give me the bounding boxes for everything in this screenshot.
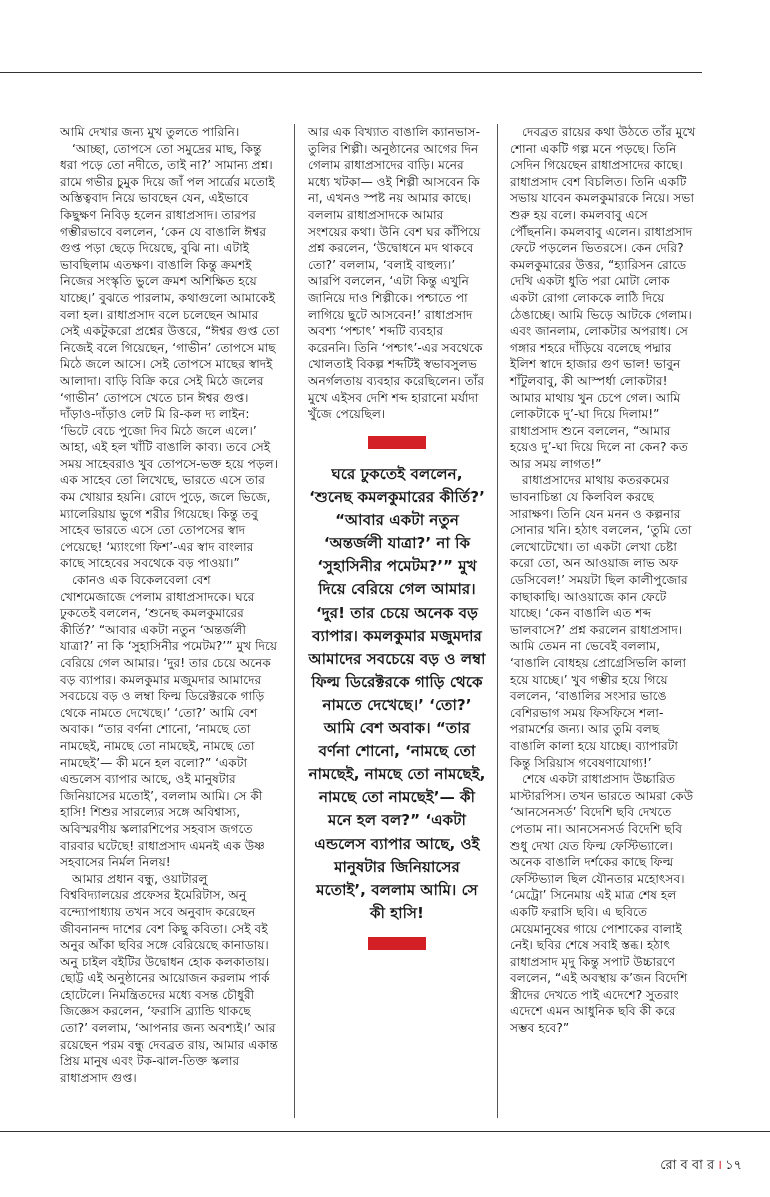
column-divider [294,124,295,1118]
top-rule [0,72,702,73]
paragraph: আর এক বিখ্যাত বাঙালি ক্যানভাস-তুলির শিল্পী। অনুষ্ঠানের আগের দিন গেলাম রাধাপ্রসাদের বাড়ি। মনের মধ্যে খটকা— ওই শিল্পী আসবেন কি না, এখনও স্পষ্ট নয় আমার কাছে। বললাম রাধাপ্রসাদকে আমার সংশয়ের কথা। উনি বেশ ঘর কাঁপিয়ে প্রশ্ন করলেন, ‘উদ্বোধনে মদ থাকবে তো?’ বললাম, ‘বলাই বাহুল্য।’ আরপি বললেন, ‘এটা কিন্তু এখুনি জানিয়ে দাও শিল্পীকে। পশ্চাতে পা লাগিয়ে ছুটে আসবেন!’ রাধাপ্রসাদ অবশ্য ‘পশ্চাৎ’ শব্দটি ব্যবহার করেননি। তিনি ‘পশ্চাৎ’-এর সবথেকে খোলতাই বিকল্প শব্দটিই স্বভাবসুলভ অনর্গলতায় ব্যবহার করেছিলেন। তাঁর মুখে এইসব দেশি শব্দ হারানো মর্যাদা খুঁজে পেয়েছিল। [308,125,485,422]
magazine-name: রো ব বা র [660,1158,715,1173]
footer-separator: । [717,1158,723,1173]
pull-quote-bottom-bar [368,937,426,950]
paragraph: কোনও এক বিকেলবেলা বেশ খোশমেজাজে পেলাম রাধাপ্রসাদকে। ঘরে ঢুকতেই বললেন, ‘শুনেছ কমলকুমারের কীর্তি?’ “আবার একটা নতুন ‘অন্তর্জলী যাত্রা?’ না কি ‘সুহাসিনীর পমেটম?’” মুখ দিয়ে বেরিয়ে গেল আমার। ‘দুর! তার চেয়ে অনেক বড় ব্যাপার। কমলকুমার মজুমদার আমাদের সবচেয়ে বড় ও লম্বা ফিল্ম ডিরেক্টরকে গাড়ি থেকে নামতে দেখেছে।’ ‘তো?’ আমি বেশ অবাক। “তার বর্ণনা শোনো, ‘নামছে তো নামছেই, নামছে তো নামছেই, নামছে তো নামছেই’— কী মনে হল বলো?” ‘একটা এন্ডলেস ব্যাপার আছে, ওই মানুষটার জিনিয়াসের মতোই’, বললাম আমি। সে কী হাসি! শিশুর সারল্যের সঙ্গে অবিশ্বাস্য, অবিস্মরণীয় স্কলারশিপের সহবাস জগতে বারবার ঘটেছে! রাধাপ্রসাদ এমনই এক উষ্ণ সহবাসের নির্মল নিলয়! [60,573,278,870]
column-divider [497,124,498,1118]
paragraph: আমার প্রধান বন্ধু, ওয়াটারলু বিশ্ববিদ্যালয়ের প্রফেসর ইমেরিটাস, অনু বন্দ্যোপাধ্যায় তখন সবে অনুবাদ করেছেন জীবনানন্দ দাশের বেশ কিছু কবিতা। সেই বই অনুর আঁকা ছবির সঙ্গে বেরিয়েছে কানাডায়। অনু চাইল বইটির উদ্বোধন হোক কলকাতায়। ছোট্ট এই অনুষ্ঠানের আয়োজন করলাম পার্ক হোটেলে। নিমন্ত্রিতদের মধ্যে বসন্ত চৌধুরী জিজ্ঞেস করলেন, ‘ফরাসি ব্র্যান্ডি থাকছে তো?’ বললাম, ‘আপনার জন্য অবশ্যই।’ আর রয়েছেন পরম বন্ধু দেবব্রত রায়, আমার একান্ত প্রিয় মানুষ এবং টক-ঝাল-তিক্ত স্কলার রাধাপ্রসাদ গুপ্ত। [60,871,278,1085]
paragraph: দেবব্রত রায়ের কথা উঠতে তাঁর মুখে শোনা একটি গল্প মনে পড়ছে। তিনি সেদিন গিয়েছেন রাধাপ্রসাদের কাছে। রাধাপ্রসাদ বেশ বিচলিত। তিনি একটি সভায় যাবেন কমলকুমারকে নিয়ে। সভা শুরু হয় বলে। কমলবাবু এসে পৌঁছননি। কমলবাবু এলেন। রাধাপ্রসাদ ফেটে পড়লেন ভিতরসে। কেন দেরি? কমলকুমারের উত্তর, “হ্যারিসন রোডে দেখি একটা ধুতি পরা মোটা লোক একটা রোগা লোককে লাঠি দিয়ে ঠেঙাচ্ছে। আমি ভিড়ে আটকে গেলাম। এবং জানলাম, লোকটার অপরাধ। সে গঙ্গার শহরে দাঁড়িয়ে বলেছে পদ্মার ইলিশ স্বাদে হাজার গুণ ভাল! ভাবুন শাঁটুলবাবু, কী আস্পর্ধা লোকটার! আমার মাথায় খুন চেপে গেল। আমি লোকটাকে দু’-ঘা দিয়ে দিলাম!” রাধাপ্রসাদ শুনে বললেন, “আমার হয়েও দু’-ঘা দিয়ে দিলে না কেন? কত আর সময় লাগত!” [510,125,696,471]
article-column-3 [510,124,698,1037]
pull-quote-text: ঘরে ঢুকতেই বললেন, ‘শুনেছ কমলকুমারের কীর্তি?’ “আবার একটা নতুন ‘অন্তর্জলী যাত্রা?’ না কি ‘সুহাসিনীর পমেটম?’” মুখ দিয়ে বেরিয়ে গেল আমার। ‘দুর! তার চেয়ে অনেক বড় ব্যাপার। কমলকুমার মজুমদার আমাদের সবচেয়ে বড় ও লম্বা ফিল্ম ডিরেক্টরকে গাড়ি থেকে নামতে দেখেছে।’ ‘তো?’ আমি বেশ অবাক। “তার বর্ণনা শোনো, ‘নামছে তো নামছেই, নামছে তো নামছেই, নামছে তো নামছেই’— কী মনে হল বল?” ‘একটা এন্ডলেস ব্যাপার আছে, ওই মানুষটার জিনিয়াসের মতোই’, বললাম আমি। সে কী হাসি! [308,465,486,922]
paragraph: ‘আচ্ছা, তোপসে তো সমুদ্রের মাছ, কিন্তু ধরা পড়ে তো নদীতে, তাই না?’ সামান্য প্রশ্ন। রামে গভীর চুমুক দিয়ে জাঁ পল সার্ত্রের মতোই অস্তিত্ববাদ নিয়ে ভাবছেন যেন, এইভাবে কিছুক্ষণ নিবিড় হলেন রাধাপ্রসাদ। তারপর গম্ভীরভাবে বললেন, ‘কেন যে বাঙালি ঈশ্বর গুপ্ত পড়া ছেড়ে দিয়েছে, বুঝি না। এটাই ভাবছিলাম এতক্ষণ। বাঙালি কিন্তু ক্রমশই নিজের সংস্কৃতি ভুলে ক্রমশ অশিক্ষিত হয়ে যাচ্ছে।’ বুঝতে পারলাম, কথাগুলো আমাকেই বলা হল। রাধাপ্রসাদ বলে চলেছেন আমার সেই একটুকরো প্রশ্নের উত্তরে, “ঈশ্বর গুপ্ত তো নিজেই বলে গিয়েছেন, ‘গাভীন’ তোপসে মাছ মিঠে জলে আসে। সেই তোপসে মাছের স্বাদই আলাদা। বাড়ি বিক্রি করে সেই মিঠে জলের ‘গাভীন’ তোপসে খেতে চান ঈশ্বর গুপ্ত। দাঁড়াও-দাঁড়াও লেট মি রি-কল দ্য লাইন: ‘ভিটে বেচে পুজো দিব মিঠে জলে এলে।’ আহা, এই হল খাঁটি বাঙালি কাব্য। তবে সেই সময় সাহেবরাও খুব তোপসে-ভক্ত হয়ে পড়ল। এক সাহেব তো লিখেছে, ভারতে এসে তার কম খোয়ার হয়নি। রোদে পুড়ে, জলে ভিজে, ম্যালেরিয়ায় ভুগে শরীর গিয়েছে। কিন্তু তবু সাহেব ভারতে এসে তো তোপসের স্বাদ পেয়েছে! ‘ম্যাংগো ফিশ’-এর স্বাদ বাংলার কাছে সাহেবের সবথেকে বড় পাওয়া।” [60,141,280,571]
page-footer [660,1155,742,1177]
pull-quote-top-bar [368,436,426,449]
bottom-rule [0,1131,770,1132]
article-column-2 [308,124,486,423]
paragraph: শেষে একটা রাধাপ্রসাদ উচ্চারিত মাস্টারপিস। তখন ভারতে আমরা কেউ ‘আনসেনসর্ড’ বিদেশি ছবি দেখতে পেতাম না। আনসেনসর্ড বিদেশি ছবি শুধু দেখা যেত ফিল্ম ফেস্টিভ্যালে। অনেক বাঙালি দর্শকের কাছে ফিল্ম ফেস্টিভ্যাল ছিল যৌনতার মহোৎসব। ‘মেট্রো’ সিনেমায় এই মাত্র শেষ হল একটি ফরাসি ছবি। এ ছবিতে মেয়েমানুষের গায়ে পোশাকের বালাই নেই। ছবির শেষে সবাই স্তব্ধ। হঠাৎ রাধাপ্রসাদ মৃদু কিন্তু সপাট উচ্চারণে বললেন, “এই অবস্থায় ক’জন বিদেশি স্ত্রীদের দেখতে পাই এদেশে? সুতরাং এদেশে এমন আধুনিক ছবি কী করে সম্ভব হবে?” [510,772,694,1036]
page-number: ১৭ [725,1158,742,1173]
paragraph: রাধাপ্রসাদের মাথায় কতরকমের ভাবনাচিন্তা যে কিলবিল করছে সারাক্ষণ। তিনি যেন মনন ও কল্পনার সোনার খনি। হঠাৎ বললেন, ‘তুমি তো লেখোটেখো। তা একটা লেখা চেষ্টা করো তো, অন আওয়াজ লাভ অফ ডেসিবেল!’ সময়টা ছিল কালীপুজোর কাছাকাছি। আওয়াজে কান ফেটে যাচ্ছে। ‘কেন বাঙালি এত শব্দ ভালবাসে?’ প্রশ্ন করলেন রাধাপ্রসাদ। আমি তেমন না ভেবেই বললাম, ‘বাঙালি বোধহয় প্রোগ্রেসিভলি কালা হয়ে যাচ্ছে।’ খুব গম্ভীর হয়ে গিয়ে বললেন, ‘বাঙালির সংসার ভাঙে বেশিরভাগ সময় ফিসফিসে শলা-পরামর্শের জন্য। আর তুমি বলছ বাঙালি কালা হয়ে যাচ্ছে। ব্যাপারটা কিন্তু সিরিয়াস গবেষণাযোগ্য!’ [510,473,692,770]
pull-quote [308,436,486,950]
paragraph: আমি দেখার জন্য মুখ তুলতে পারিনি। [60,125,240,139]
article-column-1 [60,124,280,1086]
